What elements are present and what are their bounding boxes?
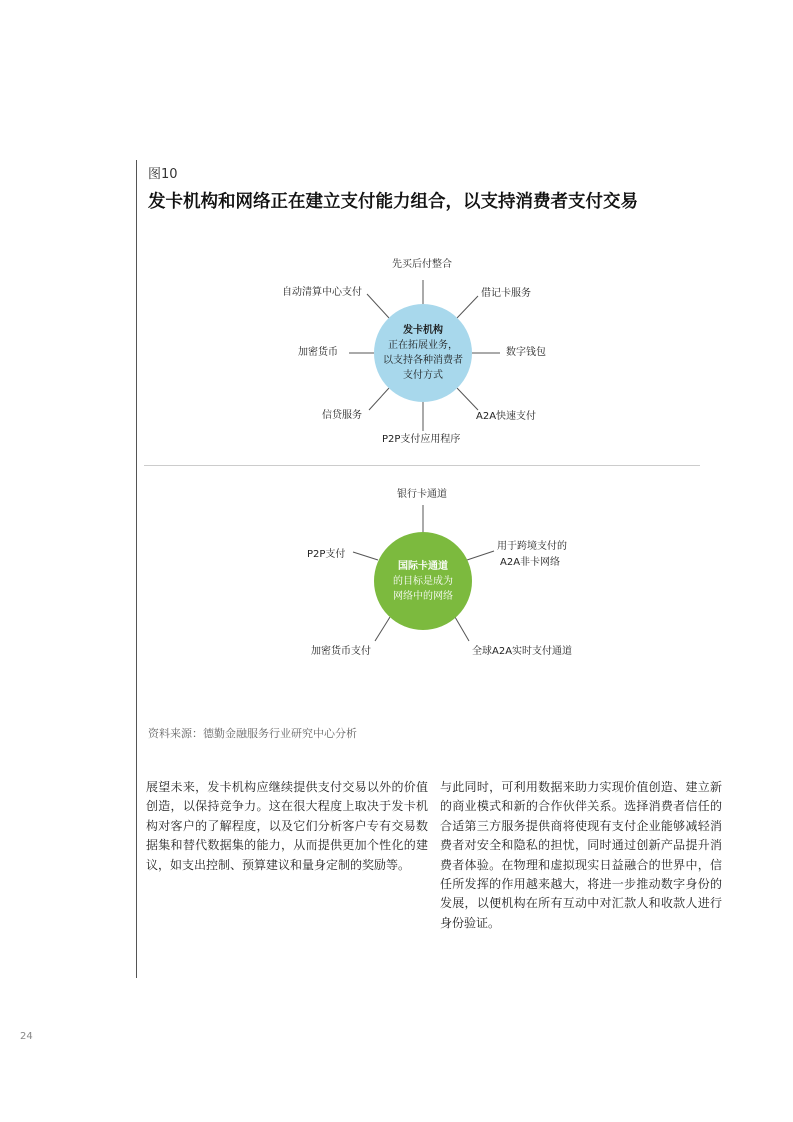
section-divider <box>144 465 700 466</box>
spoke-label-cross-border-line2: A2A非卡网络 <box>500 557 561 568</box>
spoke-line <box>369 388 389 410</box>
body-text-right: 与此同时，可利用数据来助力实现价值创造、建立新的商业模式和新的合作伙伴关系。选择消费者信任的合适第三方服务提供商将使现有支付企业能够减轻消费者对安全和隐私的担忧，同时通过创新产品提升消费者体验。在物理和虚拟现实日益融合的世界中，信任所发挥的作用越来越大，将进一步推动数字身份的发展，以便机构在所有互动中对汇款人和收款人进行身份验证。 <box>440 780 722 930</box>
spoke-label-global-a2a: 全球A2A实时支付通道 <box>472 646 573 657</box>
spoke-line <box>467 551 494 560</box>
network-hub-line: 网络中的网络 <box>393 590 453 602</box>
network-hub-line: 的目标是成为 <box>393 575 453 587</box>
figure-title: 发卡机构和网络正在建立支付能力组合，以支持消费者支付交易 <box>148 192 638 212</box>
network-hub-title: 国际卡通道 <box>398 560 448 572</box>
issuer-hub <box>374 304 472 402</box>
issuer-hub-title: 发卡机构 <box>403 325 443 336</box>
spoke-label-debit: 借记卡服务 <box>481 288 531 299</box>
issuer-hub-line: 正在拓展业务， <box>388 340 458 351</box>
spoke-line <box>353 552 378 560</box>
spoke-label-card-rails: 银行卡通道 <box>397 489 447 500</box>
spoke-line <box>457 388 478 410</box>
spoke-line <box>367 294 389 318</box>
spoke-label-cross-border-line1: 用于跨境支付的 <box>497 541 567 552</box>
spoke-label-a2a-fast: A2A快速支付 <box>476 411 537 422</box>
figure-label: 图10 <box>148 167 178 182</box>
spoke-label-wallet: 数字钱包 <box>506 347 546 358</box>
spoke-label-crypto-payment: 加密货币支付 <box>311 646 371 657</box>
spoke-label-bnpl: 先买后付整合 <box>392 259 452 270</box>
spoke-label-crypto: 加密货币 <box>298 347 338 358</box>
spoke-line <box>455 617 469 641</box>
spoke-label-credit: 信贷服务 <box>322 410 362 421</box>
spoke-label-ach: 自动清算中心支付 <box>282 287 362 298</box>
body-text-left: 展望未来，发卡机构应继续提供支付交易以外的价值创造，以保持竞争力。这在很大程度上取决于发卡机构对客户的了解程度，以及它们分析客户专有交易数据集和替代数据集的能力，从而提供更加个性化的建议，如支出控制、预算建议和量身定制的奖励等。 <box>146 780 428 872</box>
network-hub <box>374 532 472 630</box>
spoke-label-p2p-app: P2P支付应用程序 <box>382 434 461 445</box>
issuer-hub-line: 支付方式 <box>403 370 443 381</box>
spoke-line <box>375 617 390 641</box>
issuer-hub-line: 以支持各种消费者 <box>383 355 463 366</box>
source-note: 资料来源：德勤金融服务行业研究中心分析 <box>148 727 357 740</box>
spoke-line <box>457 296 478 318</box>
page-number: 24 <box>20 1031 33 1042</box>
spoke-label-p2p: P2P支付 <box>307 549 346 560</box>
